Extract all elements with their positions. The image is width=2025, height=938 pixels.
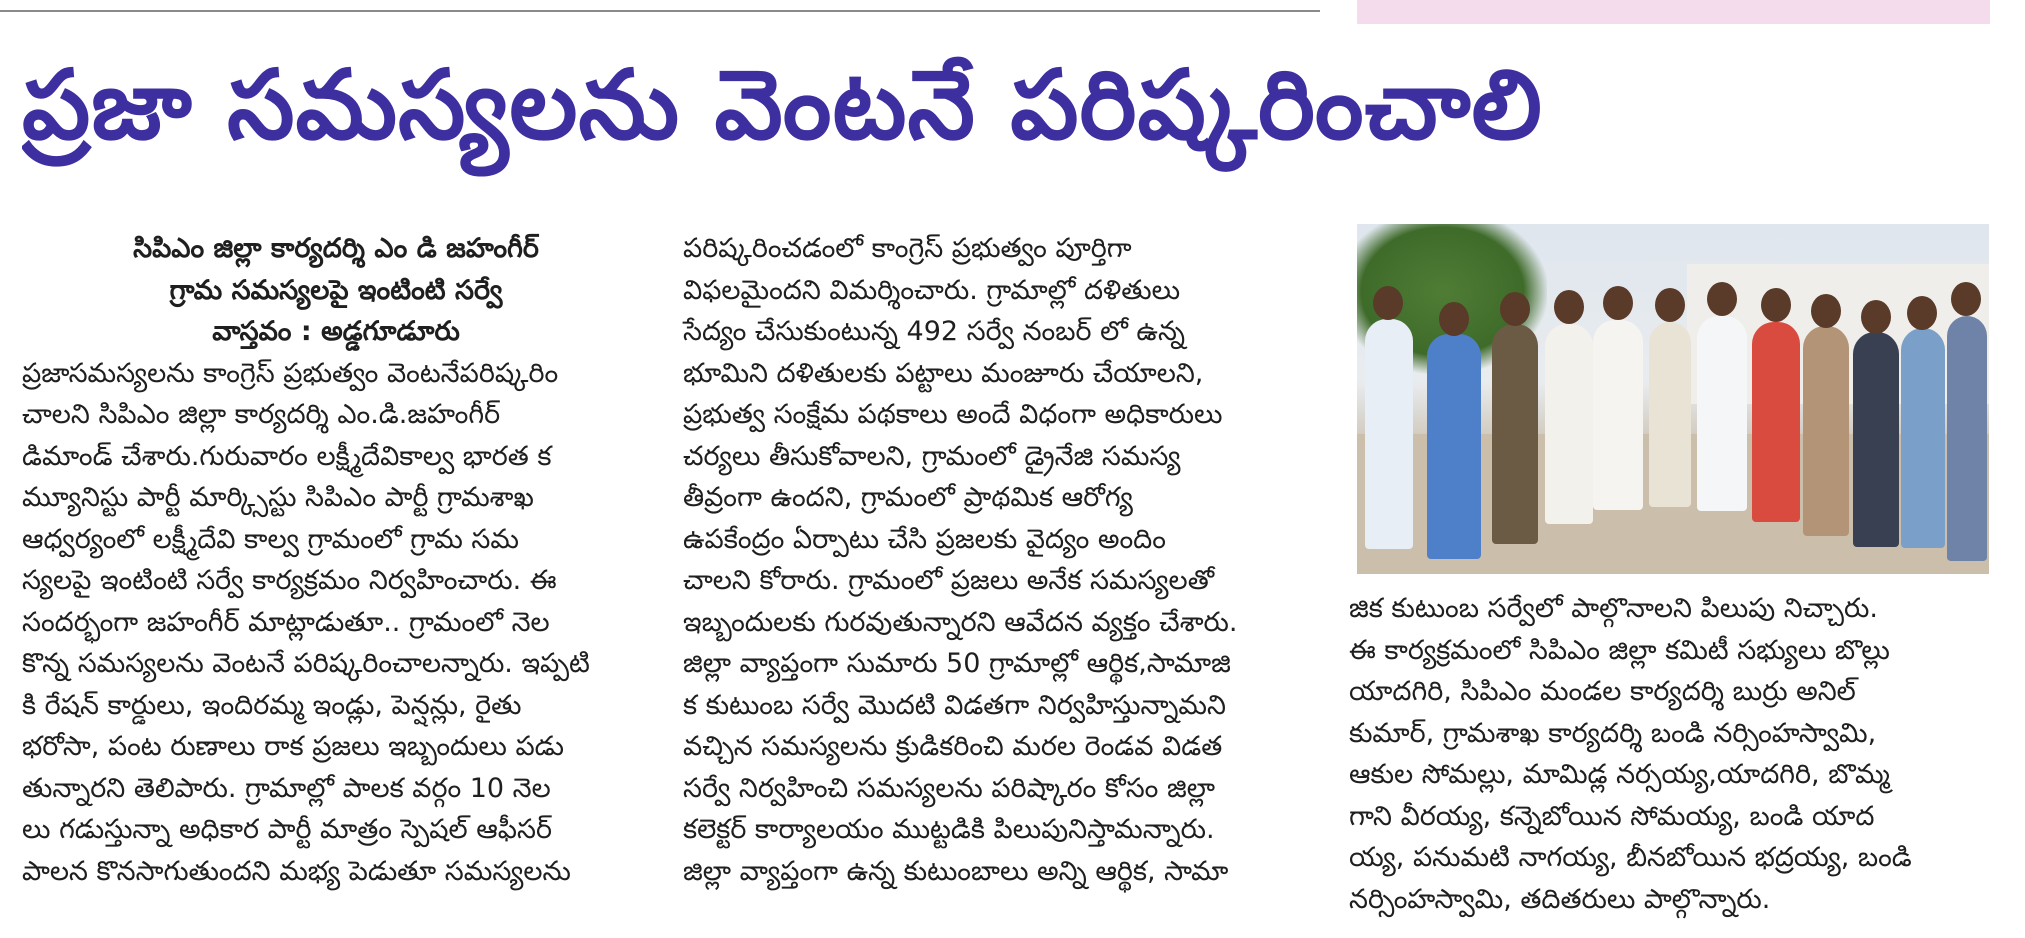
kicker-line-3: వాస్తవం : అడ్డగూడూరు <box>212 316 460 347</box>
body-line: ప్రభుత్వ సంక్షేమ పథకాలు అందే విధంగా అధికారులు <box>683 399 1223 430</box>
body-line: ప్రజాసమస్యలను కాంగ్రెస్ ప్రభుత్వం వెంటనేపరిష్కరిం <box>22 357 559 389</box>
body-line: కుమార్, గ్రామశాఖ కార్యదర్శి బండి నర్సింహస్వామి, <box>1349 717 1877 749</box>
body-line: చర్యలు తీసుకోవాలని, గ్రామంలో డ్రైనేజి సమస్య <box>683 440 1181 472</box>
kicker-line-1: సిపిఎం జిల్లా కార్యదర్శి ఎం డి జహంగీర్ <box>133 233 539 264</box>
top-rule <box>0 10 1320 12</box>
body-line: తీవ్రంగా ఉందని, గ్రామంలో ప్రాథమిక ఆరోగ్య <box>683 482 1133 513</box>
person-head <box>1655 288 1685 322</box>
body-line: వచ్చిన సమస్యలను క్రుడికరించి మరల రెండవ విడత <box>683 731 1223 762</box>
body-line: కి రేషన్ కార్డులు, ఇందిరమ్మ ఇండ్లు, పెన్షన్లు, రైతు <box>22 689 522 721</box>
body-line: మ్యూనిస్టు పార్టీ మార్క్సిస్టు సిపిఎం పార్టీ గ్రామశాఖ <box>22 482 534 513</box>
person-head <box>1500 292 1530 326</box>
person <box>1947 316 1987 561</box>
body-line: భరోసా, పంట రుణాలు రాక ప్రజలు ఇబ్బందులు పడు <box>22 731 564 762</box>
body-line: పాలన కొనసాగుతుందని మభ్య పెడుతూ సమస్యలను <box>22 855 571 887</box>
person-head <box>1554 290 1584 324</box>
body-line: భూమిని దళితులకు పట్టాలు మంజూరు చేయాలని, <box>683 357 1204 389</box>
news-photo <box>1357 224 1989 574</box>
body-line: క కుటుంబ సర్వే మొదటి విడతగా నిర్వహిస్తున్నామని <box>683 689 1226 721</box>
person <box>1697 316 1747 511</box>
person-head <box>1907 296 1937 330</box>
body-line: చాలని సిపిఎం జిల్లా కార్యదర్శి ఎం.డి.జహంగీర్ <box>22 399 501 430</box>
person <box>1593 320 1643 510</box>
body-line: కొన్న సమస్యలను వెంటనే పరిష్కరించాలన్నారు. ఇప్పటి <box>22 648 590 679</box>
headline: ప్రజా సమస్యలను వెంటనే పరిష్కరించాలి <box>22 49 1543 161</box>
person-head <box>1707 282 1737 316</box>
person <box>1545 324 1593 524</box>
person <box>1427 334 1481 559</box>
body-line: జిల్లా వ్యాప్తంగా ఉన్న కుటుంబాలు అన్ని ఆర్థిక, సామా <box>683 855 1229 887</box>
body-line: నర్సింహస్వామి, తదితరులు పాల్గొన్నారు. <box>1349 883 1771 915</box>
top-banner-strip <box>1357 0 1990 24</box>
body-line: సందర్భంగా జహంగీర్ మాట్లాడుతూ.. గ్రామంలో నెల <box>22 606 550 638</box>
person-head <box>1603 286 1633 320</box>
body-line: ఉపకేంద్రం ఏర్పాటు చేసి ప్రజలకు వైద్యం అందిం <box>683 523 1166 555</box>
person <box>1853 332 1899 547</box>
kicker-line-2: గ్రామ సమస్యలపై ఇంటింటి సర్వే <box>169 274 503 306</box>
body-line: ఇబ్బందులకు గురవుతున్నారని ఆవేదన వ్యక్తం చేశారు. <box>683 606 1238 638</box>
body-line: స్యలపై ఇంటింటి సర్వే కార్యక్రమం నిర్వహించారు. ఈ <box>22 565 557 596</box>
body-line: తున్నారని తెలిపారు. గ్రామాల్లో పాలక వర్గం 10 నెల <box>22 772 551 804</box>
person-head <box>1373 286 1403 320</box>
body-line: యాదగిరి, సిపిఎం మండల కార్యదర్శి బుర్రు అనిల్ <box>1349 676 1856 707</box>
body-line: చాలని కోరారు. గ్రామంలో ప్రజలు అనేక సమస్యలతో <box>683 565 1215 596</box>
person <box>1365 319 1413 549</box>
person-head <box>1951 282 1981 316</box>
person-head <box>1439 302 1469 336</box>
column-1 <box>22 228 650 892</box>
person <box>1649 322 1691 507</box>
body-line: సర్వే నిర్వహించి సమస్యలను పరిష్కారం కోసం జిల్లా <box>683 772 1215 804</box>
body-line: లు గడుస్తున్నా అధికార పార్టీ మాత్రం స్పెషల్ ఆఫీసర్ <box>22 814 552 845</box>
body-line: ఆధ్వర్యంలో లక్ష్మీదేవి కాల్వ గ్రామంలో గ్రామ సమ <box>22 523 519 555</box>
person-head <box>1861 300 1891 334</box>
column-2 <box>683 228 1323 892</box>
person <box>1752 322 1800 522</box>
person-head <box>1811 294 1841 328</box>
body-line: గాని వీరయ్య, కన్నెబోయిన సోమయ్య, బండి యాద <box>1349 800 1875 832</box>
body-line: ఆకుల సోమల్లు, మామిడ్ల నర్సయ్య,యాదగిరి, బొమ్మ <box>1349 759 1890 790</box>
body-line: సేద్యం చేసుకుంటున్న 492 సర్వే నంబర్ లో ఉన్న <box>683 316 1185 347</box>
body-line: జిక కుటుంబ సర్వేలో పాల్గొనాలని పిలుపు నిచ్చారు. <box>1349 593 1878 624</box>
body-line: డిమాండ్ చేశారు.గురువారం లక్ష్మీదేవికాల్వ భారత క <box>22 440 552 472</box>
body-line: జిల్లా వ్యాప్తంగా సుమారు 50 గ్రామాల్లో ఆర్థిక,సామాజి <box>683 648 1231 679</box>
body-line: ఈ కార్యక్రమంలో సిపిఎం జిల్లా కమిటీ సభ్యులు బొల్లు <box>1349 634 1890 666</box>
person <box>1492 324 1538 544</box>
column-3 <box>1349 588 1989 920</box>
body-line: కలెక్టర్ కార్యాలయం ముట్టడికి పిలుపునిస్తామన్నారు. <box>683 814 1215 845</box>
body-line: పరిష్కరించడంలో కాంగ్రెస్ ప్రభుత్వం పూర్తిగా <box>683 233 1132 264</box>
body-line: విఫలమైందని విమర్శించారు. గ్రామాల్లో దళితులు <box>683 274 1181 306</box>
body-line: య్య, పనుమటి నాగయ్య, బీనబోయిన భద్రయ్య, బండి <box>1349 842 1912 873</box>
person <box>1803 326 1849 536</box>
person <box>1901 328 1945 548</box>
person-head <box>1761 288 1791 322</box>
